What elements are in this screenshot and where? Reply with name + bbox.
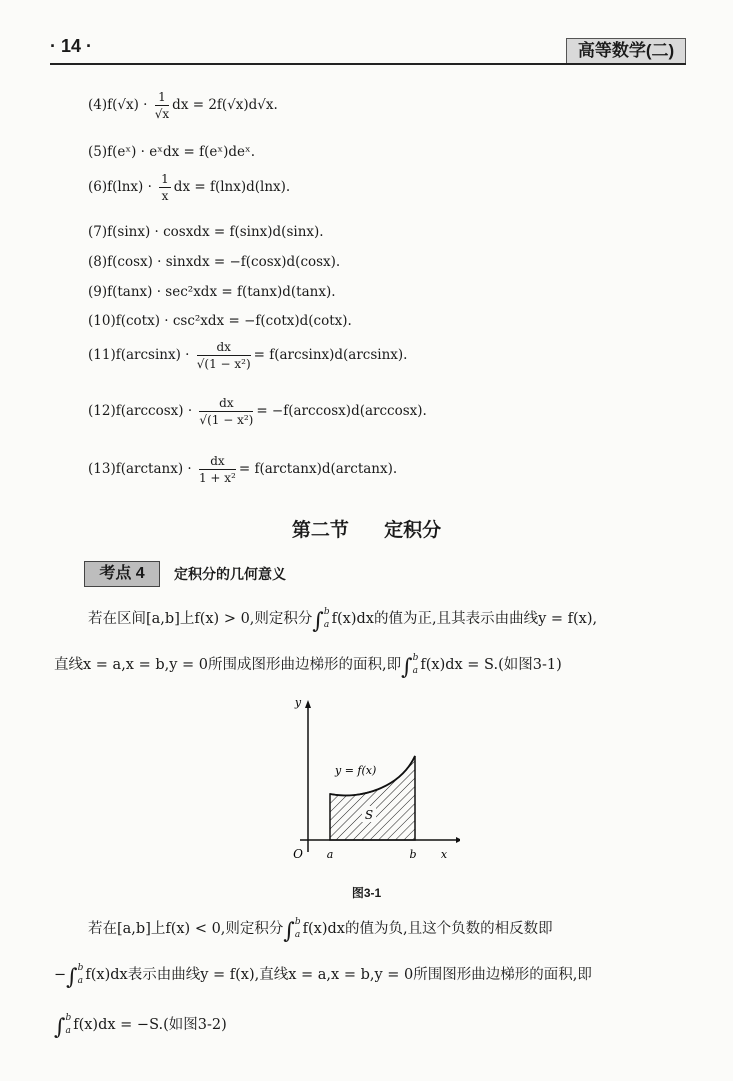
page-number: · 14 · — [50, 36, 93, 56]
formula-9: (9)f(tanx) · sec²xdx = f(tanx)d(tanx). — [88, 284, 336, 300]
b-label: b — [409, 848, 417, 861]
formula-10: (10)f(cotx) · csc²xdx = −f(cotx)d(cotx). — [88, 313, 352, 329]
formula-4: (4)f(√x) · $\frac{1}{√x}$ dx = 2f(√x)d√x. — [88, 90, 278, 121]
book-title: 高等数学(二) — [566, 38, 686, 64]
y-axis-arrow — [305, 700, 311, 708]
y-axis-label: y — [294, 696, 302, 709]
figure-caption: 图3-1 — [351, 886, 382, 900]
paragraph-line-2: 直线x = a,x = b,y = 0所围成图形曲边梯形的面积,即∫ b a f(x)dx = S.(如图3-1) — [54, 653, 562, 680]
paragraph-line-3: 若在[a,b]上f(x) < 0,则定积分∫ b a f(x)dx的值为负,且这个负数的相反数即 — [88, 917, 553, 944]
paragraph-line-5: ∫ b a f(x)dx = −S.(如图3-2) — [54, 1013, 227, 1040]
a-label: a — [326, 848, 334, 861]
header-rule — [50, 63, 686, 65]
area-label: S — [364, 808, 374, 822]
kaodian-title: 定积分的几何意义 — [174, 566, 286, 582]
curve-label: y = f(x) — [335, 764, 377, 777]
formula-5: (5)f(eˣ) · eˣdx = f(eˣ)deˣ. — [88, 144, 255, 160]
formula-13: (13)f(arctanx) · $\frac{dx}{\text{1 + x²}}$ = f(arctanx)d(arctanx). — [88, 454, 398, 485]
figure-3-1 — [280, 692, 460, 872]
section-title: 第二节 定积分 — [291, 520, 442, 541]
paragraph-line-4: −∫ b a f(x)dx表示由曲线y = f(x),直线x = a,x = b,y = 0所围图形曲边梯形的面积,即 — [54, 963, 592, 990]
formula-8: (8)f(cosx) · sinxdx = −f(cosx)d(cosx). — [88, 254, 341, 270]
paragraph-line-1: 若在区间[a,b]上f(x) > 0,则定积分∫ b a f(x)dx的值为正,且其表示由曲线y = f(x), — [88, 607, 598, 634]
formula-11: (11)f(arcsinx) · $\frac{dx}{\text{√(1 − x²)}}$ = f(arcsinx)d(arcsinx). — [88, 340, 408, 371]
x-axis-arrow — [456, 837, 460, 843]
x-axis-label: x — [440, 848, 448, 861]
kaodian-badge: 考点 4 — [84, 561, 160, 587]
formula-6: (6)f(lnx) · $\frac{1}{x}$ dx = f(lnx)d(lnx). — [88, 172, 291, 203]
origin-label: O — [293, 847, 303, 861]
formula-12: (12)f(arccosx) · $\frac{dx}{\text{√(1 − x²)}}$ = −f(arccosx)d(arccosx). — [88, 396, 427, 427]
formula-7: (7)f(sinx) · cosxdx = f(sinx)d(sinx). — [88, 224, 324, 240]
